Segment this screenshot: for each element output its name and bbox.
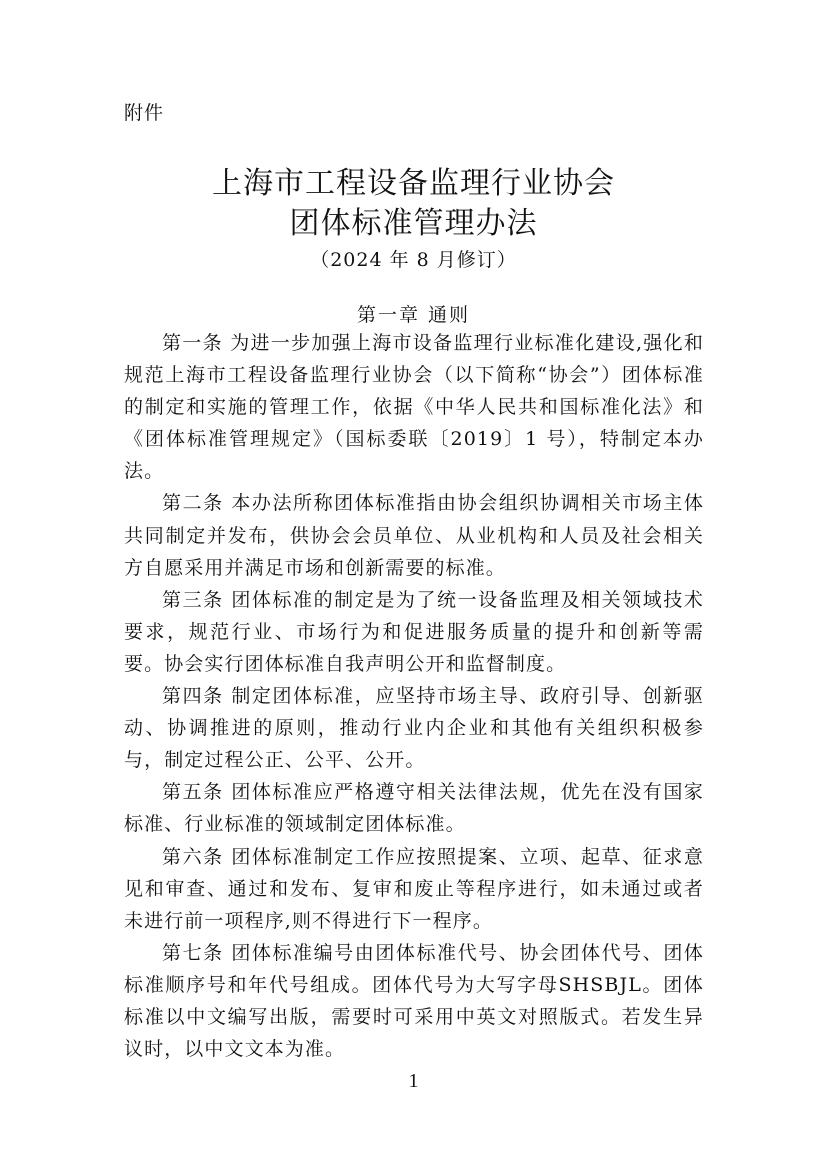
article-3: 第三条 团体标准的制定是为了统一设备监理及相关领域技术要求，规范行业、市场行为和促进服务质量的提升和创新等需要。协会实行团体标准自我声明公开和监督制度。	[124, 588, 704, 675]
chapter-title: 第一章 通则	[356, 304, 471, 326]
article-5: 第五条 团体标准应严格遵守相关法律法规，优先在没有国家标准、行业标准的领域制定团体标准。	[124, 781, 704, 836]
page-number: 1	[408, 1070, 419, 1092]
attachment-label: 附件	[124, 102, 165, 124]
article-1: 第一条 为进一步加强上海市设备监理行业标准化建设,强化和规范上海市工程设备监理行业协会（以下简称“协会”）团体标准的制定和实施的管理工作，依据《中华人民共和国标准化法》和《团体标准管理规定》（国标委联〔2019〕1 号），特制定本办法。	[124, 332, 704, 483]
article-6: 第六条 团体标准制定工作应按照提案、立项、起草、征求意见和审查、通过和发布、复审和废止等程序进行，如未通过或者未进行前一项程序,则不得进行下一程序。	[124, 845, 704, 932]
document-body	[124, 327, 704, 1065]
document-title-line2: 团体标准管理办法	[289, 206, 538, 241]
revision-note: （2024 年 8 月修订）	[310, 249, 517, 271]
article-2: 第二条 本办法所称团体标准指由协会组织协调相关市场主体共同制定并发布，供协会会员单位、从业机构和人员及社会相关方自愿采用并满足市场和创新需要的标准。	[124, 492, 704, 579]
article-4: 第四条 制定团体标准，应坚持市场主导、政府引导、创新驱动、协调推进的原则，推动行业内企业和其他有关组织积极参与，制定过程公正、公平、公开。	[124, 685, 704, 772]
document-title-line1: 上海市工程设备监理行业协会	[212, 166, 615, 201]
article-7: 第七条 团体标准编号由团体标准代号、协会团体代号、团体标准顺序号和年代号组成。团体代号为大写字母SHSBJL。团体标准以中文编写出版，需要时可采用中英文对照版式。若发生异议时，以中文文本为准。	[124, 941, 704, 1061]
